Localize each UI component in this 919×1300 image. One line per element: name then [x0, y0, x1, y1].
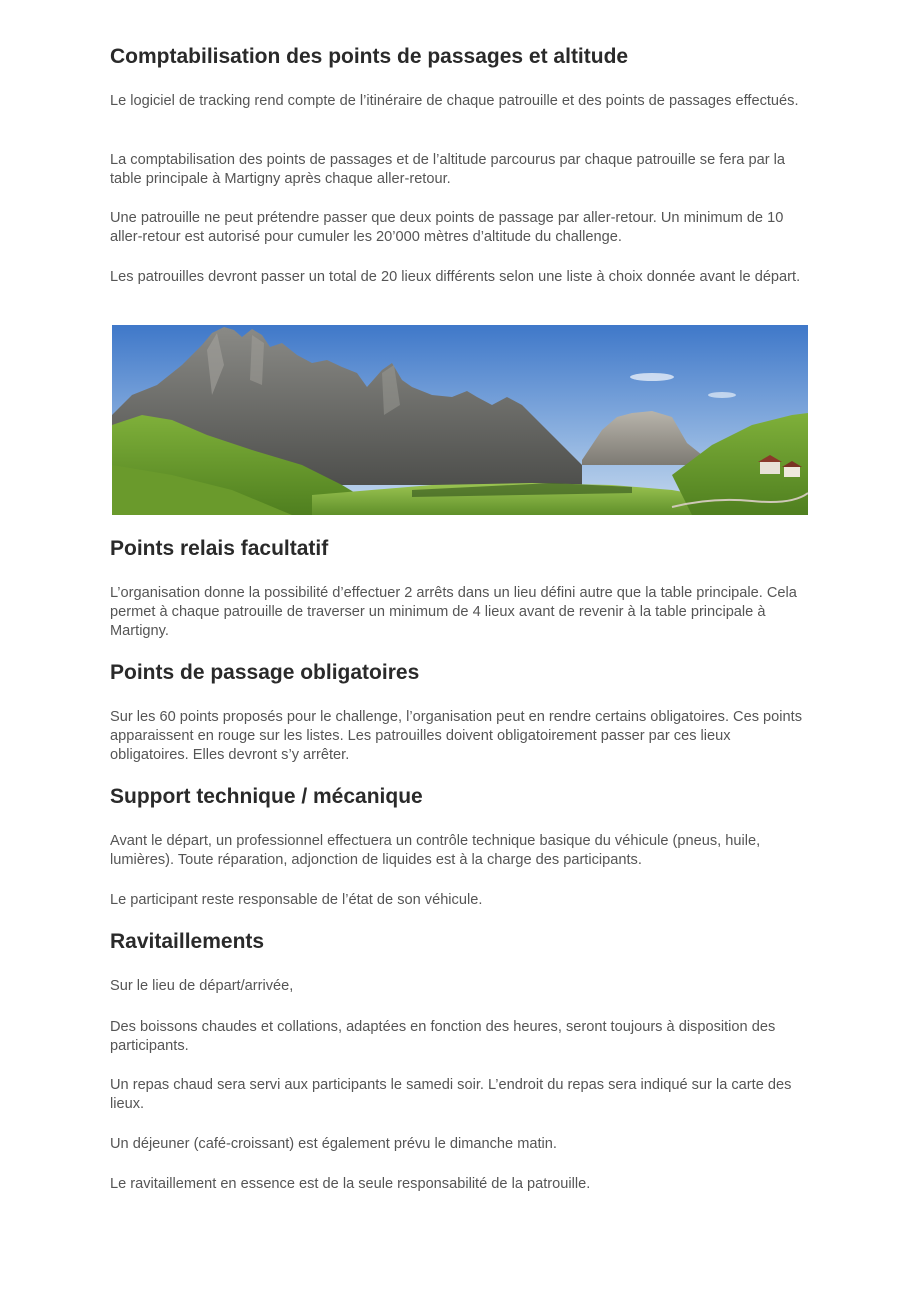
paragraph: L’organisation donne la possibilité d’effectuer 2 arrêts dans un lieu défini autre que la table principale. Cela permet à chaque patrouille de traverser un minimum de 4 lieux avant de revenir à la table principale à Martigny. [110, 585, 797, 639]
paragraph: Sur les 60 points proposés pour le challenge, l’organisation peut en rendre certains obligatoires. Ces points apparaissent en rouge sur les listes. Les patrouilles doivent obligatoirement passer par ces lieux obligatoires. Elles devront s’y arrêter. [110, 709, 802, 763]
section-title-support-technique: Support technique / mécanique [110, 785, 423, 808]
paragraph: Le participant reste responsable de l’état de son véhicule. [110, 892, 483, 908]
paragraph: Sur le lieu de départ/arrivée, [110, 978, 294, 994]
paragraph: Avant le départ, un professionnel effectuera un contrôle technique basique du véhicule (pneus, huile, lumières). Toute réparation, adjonction de liquides est à la charge des participants. [110, 833, 761, 868]
paragraph: Le ravitaillement en essence est de la seule responsabilité de la patrouille. [110, 1176, 591, 1192]
paragraph: Des boissons chaudes et collations, adaptées en fonction des heures, seront toujours à disposition des participants. [110, 1019, 776, 1054]
paragraph: La comptabilisation des points de passages et de l’altitude parcourus par chaque patrouille se fera par la table principale à Martigny après chaque aller-retour. [110, 152, 785, 187]
paragraph: Un repas chaud sera servi aux participants le samedi soir. L’endroit du repas sera indiqué sur la carte des lieux. [110, 1077, 792, 1112]
section-title-ravitaillements: Ravitaillements [110, 930, 265, 953]
paragraph: Une patrouille ne peut prétendre passer que deux points de passage par aller-retour. Un minimum de 10 aller-retour est autorisé pour cumuler les 20’000 mètres d’altitude du challenge. [110, 210, 784, 245]
mountain-panorama-image [112, 325, 808, 515]
section-title-comptabilisation: Comptabilisation des points de passages et altitude [110, 45, 629, 68]
section-title-points-obligatoires: Points de passage obligatoires [110, 661, 420, 684]
section-title-points-relais: Points relais facultatif [110, 537, 329, 560]
paragraph: Un déjeuner (café-croissant) est également prévu le dimanche matin. [110, 1136, 557, 1152]
paragraph: Le logiciel de tracking rend compte de l’itinéraire de chaque patrouille et des points de passages effectués. [110, 93, 799, 109]
paragraph: Les patrouilles devront passer un total de 20 lieux différents selon une liste à choix donnée avant le départ. [110, 269, 801, 285]
